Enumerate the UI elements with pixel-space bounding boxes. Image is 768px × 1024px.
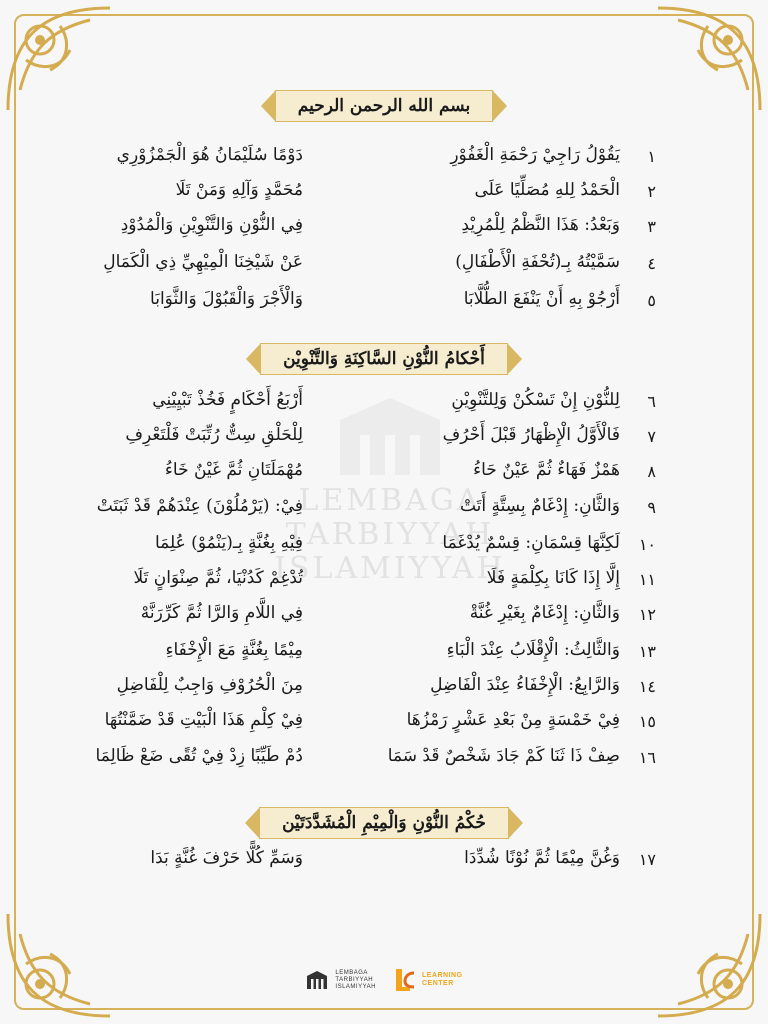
verse-number: ٢ — [647, 182, 656, 201]
verse-number: ١٤ — [638, 677, 656, 696]
verse-row — [0, 531, 768, 561]
corner-ornament-bottom-right — [628, 884, 768, 1024]
verse-second-hemistich: مُهْمَلَتَانِ ثُمَّ غَيْنٌ خَاءُ — [164, 460, 303, 480]
section-title-banner-mushaddadah — [250, 805, 518, 841]
corner-ornament-top-left — [0, 0, 140, 140]
section-title: حُكْمُ النُّوْنِ وَالْمِيْمِ الْمُشَدَّدَتَيْن — [259, 807, 509, 839]
verse-second-hemistich: مِيْمًا بِغُنَّةٍ مَعَ الْإِخْفَاءِ — [165, 640, 303, 660]
corner-ornament-top-right — [628, 0, 768, 140]
verse-number: ٧ — [647, 427, 656, 446]
verse-row — [0, 178, 768, 208]
section-title: بسم الله الرحمن الرحيم — [275, 90, 493, 122]
verse-first-hemistich: وَالثَّانِ: إِدْغَامٌ بِسِتَّةٍ أَتَتْ — [459, 496, 620, 516]
verse-second-hemistich: عَنْ شَيْخِنَا الْمِيْهِيِّ ذِي الْكَمَالِ — [103, 252, 303, 272]
verse-row — [0, 250, 768, 280]
verse-first-hemistich: وَالثَّالِثُ: الْإِقْلَابُ عِنْدَ الْبَاءِ — [446, 640, 620, 660]
footer-logos — [0, 960, 768, 1000]
verse-row — [0, 423, 768, 453]
verse-row — [0, 638, 768, 668]
verse-first-hemistich: وَغُنَّ مِيْمًا ثُمَّ نُوْنًا شُدِّدَا — [464, 848, 620, 868]
verse-row — [0, 213, 768, 243]
verse-number: ٣ — [647, 217, 656, 236]
verse-first-hemistich: يَقُوْلُ رَاجِيْ رَحْمَةِ الْغَفُوْرِ — [450, 145, 620, 165]
kaaba-icon — [305, 969, 329, 991]
watermark-line2: TARBIYYAH — [285, 517, 495, 552]
verse-second-hemistich: وَالْأَجْرَ وَالْقَبُوْلَ وَالثَّوَابَا — [150, 289, 303, 309]
right-logo-line2: CENTER — [422, 980, 454, 987]
verse-number: ١٠ — [638, 535, 656, 554]
learning-center-logo — [394, 967, 463, 993]
verse-first-hemistich: وَالرَّابِعُ: الْإِخْفَاءُ عِنْدَ الْفَاضِلِ — [430, 675, 620, 695]
verse-first-hemistich: صِفْ ذَا ثَنَا كَمْ جَادَ شَخْصٌ قَدْ سَمَا — [387, 746, 620, 766]
verse-second-hemistich: فِي اللَّامِ وَالرَّا ثُمَّ كَرِّرَنَّهْ — [140, 603, 303, 623]
section-title: أَحْكامُ النُّوْنِ السَّاكِنَةِ وَالتَّنْوِيْن — [260, 343, 508, 375]
verse-row — [0, 846, 768, 876]
section-title-banner-basmala — [250, 88, 518, 124]
verse-row — [0, 708, 768, 738]
verse-row — [0, 458, 768, 488]
verse-first-hemistich: إِلَّا إِذَا كَانَا بِكِلْمَةٍ فَلَا — [486, 568, 620, 588]
verse-number: ١٢ — [638, 605, 656, 624]
verse-row — [0, 566, 768, 596]
verse-row — [0, 601, 768, 631]
verse-row — [0, 494, 768, 524]
watermark-line1: LEMBAGA — [298, 483, 482, 518]
verse-second-hemistich: دُمْ طَيِّبًا زِدْ فِيْ تُقًى ضَعْ ظَالِمَا — [95, 746, 303, 766]
verse-first-hemistich: فَالْأَوَّلُ الْإِظْهَارُ قَبْلَ أَحْرُفِ — [442, 425, 620, 445]
verse-second-hemistich: فِي النُّوْنِ وَالتَّنْوِيْنِ وَالْمُدُوْدِ — [120, 215, 303, 235]
verse-number: ٦ — [647, 392, 656, 411]
corner-ornament-bottom-left — [0, 884, 140, 1024]
right-logo-line1: LEARNING — [422, 972, 463, 979]
verse-first-hemistich: وَبَعْدُ: هَذَا النَّظْمُ لِلْمُرِيْدِ — [461, 215, 620, 235]
verse-number: ١٧ — [638, 850, 656, 869]
verse-first-hemistich: لِلنُّوْنِ إِنْ تَسْكُنْ وَلِلتَّنْوِيْنِ — [451, 390, 620, 410]
left-logo-line3: ISLAMIYYAH — [335, 983, 376, 990]
verse-second-hemistich: وَسَمِّ كُلًّا حَرْفَ غُنَّةٍ بَدَا — [150, 848, 303, 868]
section-title-banner-nun-sakinah — [250, 341, 518, 377]
verse-number: ٤ — [647, 254, 656, 273]
verse-number: ١١ — [638, 570, 656, 589]
verse-row — [0, 287, 768, 317]
verse-number: ٩ — [647, 498, 656, 517]
verse-first-hemistich: هَمْزٌ فَهَاءٌ ثُمَّ عَيْنٌ حَاءُ — [473, 460, 620, 480]
verse-first-hemistich: فِيْ خَمْسَةٍ مِنْ بَعْدِ عَشْرٍ رَمْزُهَا — [406, 710, 620, 730]
lembaga-tarbiyyah-logo — [305, 969, 376, 991]
verse-number: ١ — [647, 147, 656, 166]
verse-number: ١٣ — [638, 642, 656, 661]
verse-number: ١٦ — [638, 748, 656, 767]
watermark-line3: ISLAMIYYAH — [274, 551, 506, 586]
left-logo-line1: LEMBAGA — [335, 969, 368, 976]
verse-first-hemistich: أَرْجُوْ بِهِ أَنْ يَنْفَعَ الطُّلَّابَا — [463, 289, 620, 309]
verse-number: ٥ — [647, 291, 656, 310]
learning-center-lc-icon — [394, 967, 416, 993]
verse-second-hemistich: أَرْبَعُ أَحْكَامٍ فَخُذْ تَبْيِيْنِي — [152, 390, 303, 410]
verse-second-hemistich: دَوْمًا سُلَيْمَانُ هُوَ الْجَمْزُوْرِي — [116, 145, 303, 165]
verse-row — [0, 388, 768, 418]
verse-row — [0, 143, 768, 173]
verse-second-hemistich: لِلْحَلْقِ سِتٌّ رُتِّبَتْ فَلْتَعْرِفِ — [125, 425, 303, 445]
verse-number: ٨ — [647, 462, 656, 481]
verse-row — [0, 673, 768, 703]
verse-second-hemistich: مُحَمَّدٍ وَآلِهِ وَمَنْ تَلَا — [175, 180, 303, 200]
verse-first-hemistich: الْحَمْدُ لِلهِ مُصَلِّيًا عَلَى — [474, 180, 620, 200]
verse-second-hemistich: فِيْ كِلْمِ هَذَا الْبَيْتِ قَدْ ضَمَّنْتُهَا — [104, 710, 303, 730]
verse-row — [0, 744, 768, 774]
verse-second-hemistich: تُدْغِمْ كَدُنْيَا، ثُمَّ صِنْوَانٍ تَلَا — [133, 568, 303, 588]
verse-second-hemistich: فِيْهِ بِغُنَّةٍ بِـ(يَنْمُوْ) عُلِمَا — [155, 533, 303, 553]
verse-second-hemistich: فِيْ: (يَرْمُلُوْنَ) عِنْدَهُمْ قَدْ ثَبَتَتْ — [96, 496, 303, 516]
verse-first-hemistich: وَالثَّانِ: إِدْغَامٌ بِغَيْرِ غُنَّةْ — [469, 603, 620, 623]
left-logo-line2: TARBIYYAH — [335, 976, 374, 983]
verse-first-hemistich: سَمَّيْتُهُ بِـ(تُحْفَةِ الْأَطْفَالِ) — [455, 252, 620, 272]
verse-first-hemistich: لَكِنَّهَا قِسْمَانِ: قِسْمٌ يُدْغَمَا — [442, 533, 620, 553]
verse-second-hemistich: مِنَ الْحُرُوْفِ وَاجِبٌ لِلْفَاضِلِ — [116, 675, 303, 695]
verse-number: ١٥ — [638, 712, 656, 731]
